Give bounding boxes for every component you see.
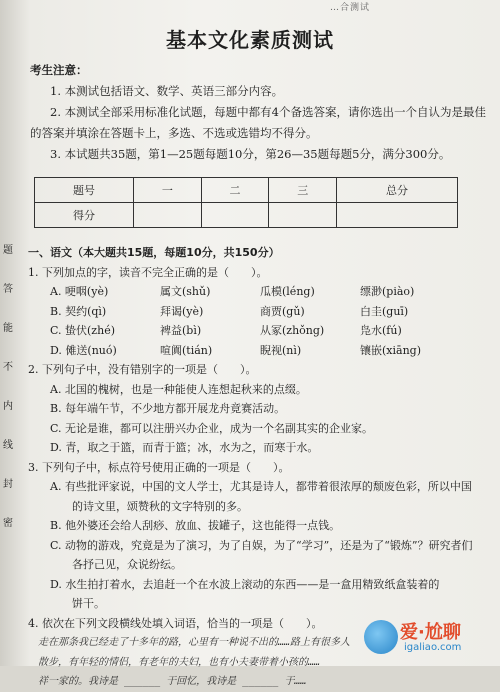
question-1: 1. 下列加点的字，读音不完全正确的是（ ）。	[28, 265, 268, 279]
score-cell-empty[interactable]	[269, 203, 337, 228]
section-heading: 一、语文（本大题共15题，每题10分，共150分）	[28, 246, 280, 259]
question-3: 3. 下列句子中，标点符号使用正确的一项是（ ）。	[28, 460, 290, 474]
q1-option: D. 傩送(nuó)	[50, 343, 117, 357]
score-cell: 总分	[337, 178, 458, 203]
score-cell-empty[interactable]	[337, 203, 458, 228]
notice-heading: 考生注意：	[30, 63, 88, 77]
q1-option: B. 契约(qì)	[50, 304, 107, 318]
q1-options-row	[28, 321, 494, 341]
watermark-logo	[364, 616, 494, 660]
q4-passage-line: 祥一家的。我诗是 ______ 于回忆，我诗是 ______ 于……	[38, 676, 307, 687]
q1-option: 从冢(zhǒng)	[260, 324, 325, 337]
sidebar-char: 内	[3, 401, 13, 412]
q2-option: B. 每年端午节，不少地方都开展龙舟竟赛活动。	[50, 402, 286, 415]
question-4: 4. 依次在下列文段横线处填入词语，恰当的一项是（ ）。	[28, 616, 323, 630]
score-table-header-row	[35, 178, 458, 203]
logo-icon	[364, 620, 398, 654]
score-cell-empty[interactable]	[201, 203, 269, 228]
q2-option: D. 青，取之于篮，而青于篮；冰，水为之，而寒于水。	[50, 441, 319, 454]
q1-option: 睨视(nì)	[260, 343, 302, 357]
q1-option: 瓜模(léng)	[260, 285, 315, 298]
sidebar-char: 密	[3, 518, 13, 529]
q1-option: 缥渺(piào)	[360, 285, 415, 298]
score-table	[34, 177, 458, 228]
q3-option-cont: 各抒己见，众说纷纭。	[72, 558, 182, 571]
q3-option: A. 有些批评家说，中国的文人学士，尤其是诗人，都带着很浓厚的颓废色彩，所以中国	[50, 480, 472, 493]
q1-option: 属文(shǔ)	[160, 285, 211, 298]
notice-item: 1. 本测试包括语文、数学、英语三部分内容。	[50, 84, 284, 98]
sidebar-char: 答	[3, 284, 13, 295]
q1-options-row	[28, 302, 494, 322]
score-cell: 题号	[35, 178, 134, 203]
q4-passage-line: 走在那条我已经走了十多年的路，心里有一种说不出的……路上有很多人	[38, 637, 351, 648]
q1-options-row	[28, 341, 494, 361]
logo-url: igaliao.com	[404, 642, 462, 653]
notice-item: 2. 本测试全部采用标准化试题，每题中都有4个备选答案，请你选出一个自认为是最佳的答案并填涂在答题卡上，多选、不选或选错均不得分。	[30, 105, 486, 140]
score-cell: 三	[269, 178, 337, 203]
q1-option: C. 蛰伏(zhé)	[50, 324, 115, 337]
q1-option: 镶嵌(xiāng)	[360, 343, 421, 357]
sidebar-char: 不	[3, 362, 13, 373]
question-2: 2. 下列句子中，没有错别字的一项是（ ）。	[28, 363, 257, 376]
q1-options-row	[28, 282, 494, 302]
score-cell: 一	[134, 178, 202, 203]
seal-line-sidebar	[2, 245, 14, 557]
q3-option-cont: 的诗文里，颂赞秋的文字特别的多。	[72, 499, 248, 513]
page-title: 基本文化素质测试	[166, 28, 334, 52]
sidebar-char: 能	[3, 323, 13, 334]
sidebar-char: 线	[3, 440, 13, 451]
q3-option: B. 他外婆还会给人刮痧、放血、拔罐子，这也能得一点钱。	[50, 519, 341, 532]
q2-option: A. 北国的槐树，也是一种能使人连想起秋来的点缀。	[50, 382, 307, 396]
score-cell: 得分	[35, 203, 134, 228]
q1-option: A. 哽咽(yè)	[50, 285, 109, 298]
score-table-score-row	[35, 203, 458, 228]
sidebar-char: 题	[3, 245, 13, 256]
q4-passage-line: 散步，有年轻的情侣，有老年的夫妇，也有小夫妻带着小孩的……	[38, 656, 321, 668]
q1-option: 裨益(bì)	[160, 324, 202, 337]
q1-option: 拜谒(yè)	[160, 304, 204, 318]
q3-option: D. 水生拍打着水，去追赶一个在水波上滚动的东西——是一盒用精致纸盒装着的	[50, 577, 440, 591]
q3-option-cont: 饼干。	[72, 597, 105, 610]
score-cell-empty[interactable]	[134, 203, 202, 228]
top-strip: …合测试	[330, 3, 371, 13]
q1-option: 凫水(fú)	[360, 324, 402, 337]
q2-option: C. 无论是谁，都可以注册兴办企业，成为一个名副其实的企业家。	[50, 421, 374, 435]
score-cell: 二	[201, 178, 269, 203]
sidebar-char: 封	[3, 479, 13, 490]
q1-option: 白圭(guī)	[360, 304, 409, 318]
notice-block	[30, 60, 490, 165]
q1-option: 商贾(gǔ)	[260, 304, 305, 318]
notice-item: 3. 本试题共35题，第1—25题每题10分，第26—35题每题5分，满分300分。	[50, 147, 451, 161]
q1-option: 喧阗(tián)	[160, 343, 213, 357]
logo-text: 爱·尬聊	[400, 622, 461, 643]
q3-option: C. 动物的游戏，究竟是为了演习，为了自娱，为了“学习”，还是为了“锻炼”？研究者们	[50, 538, 473, 552]
